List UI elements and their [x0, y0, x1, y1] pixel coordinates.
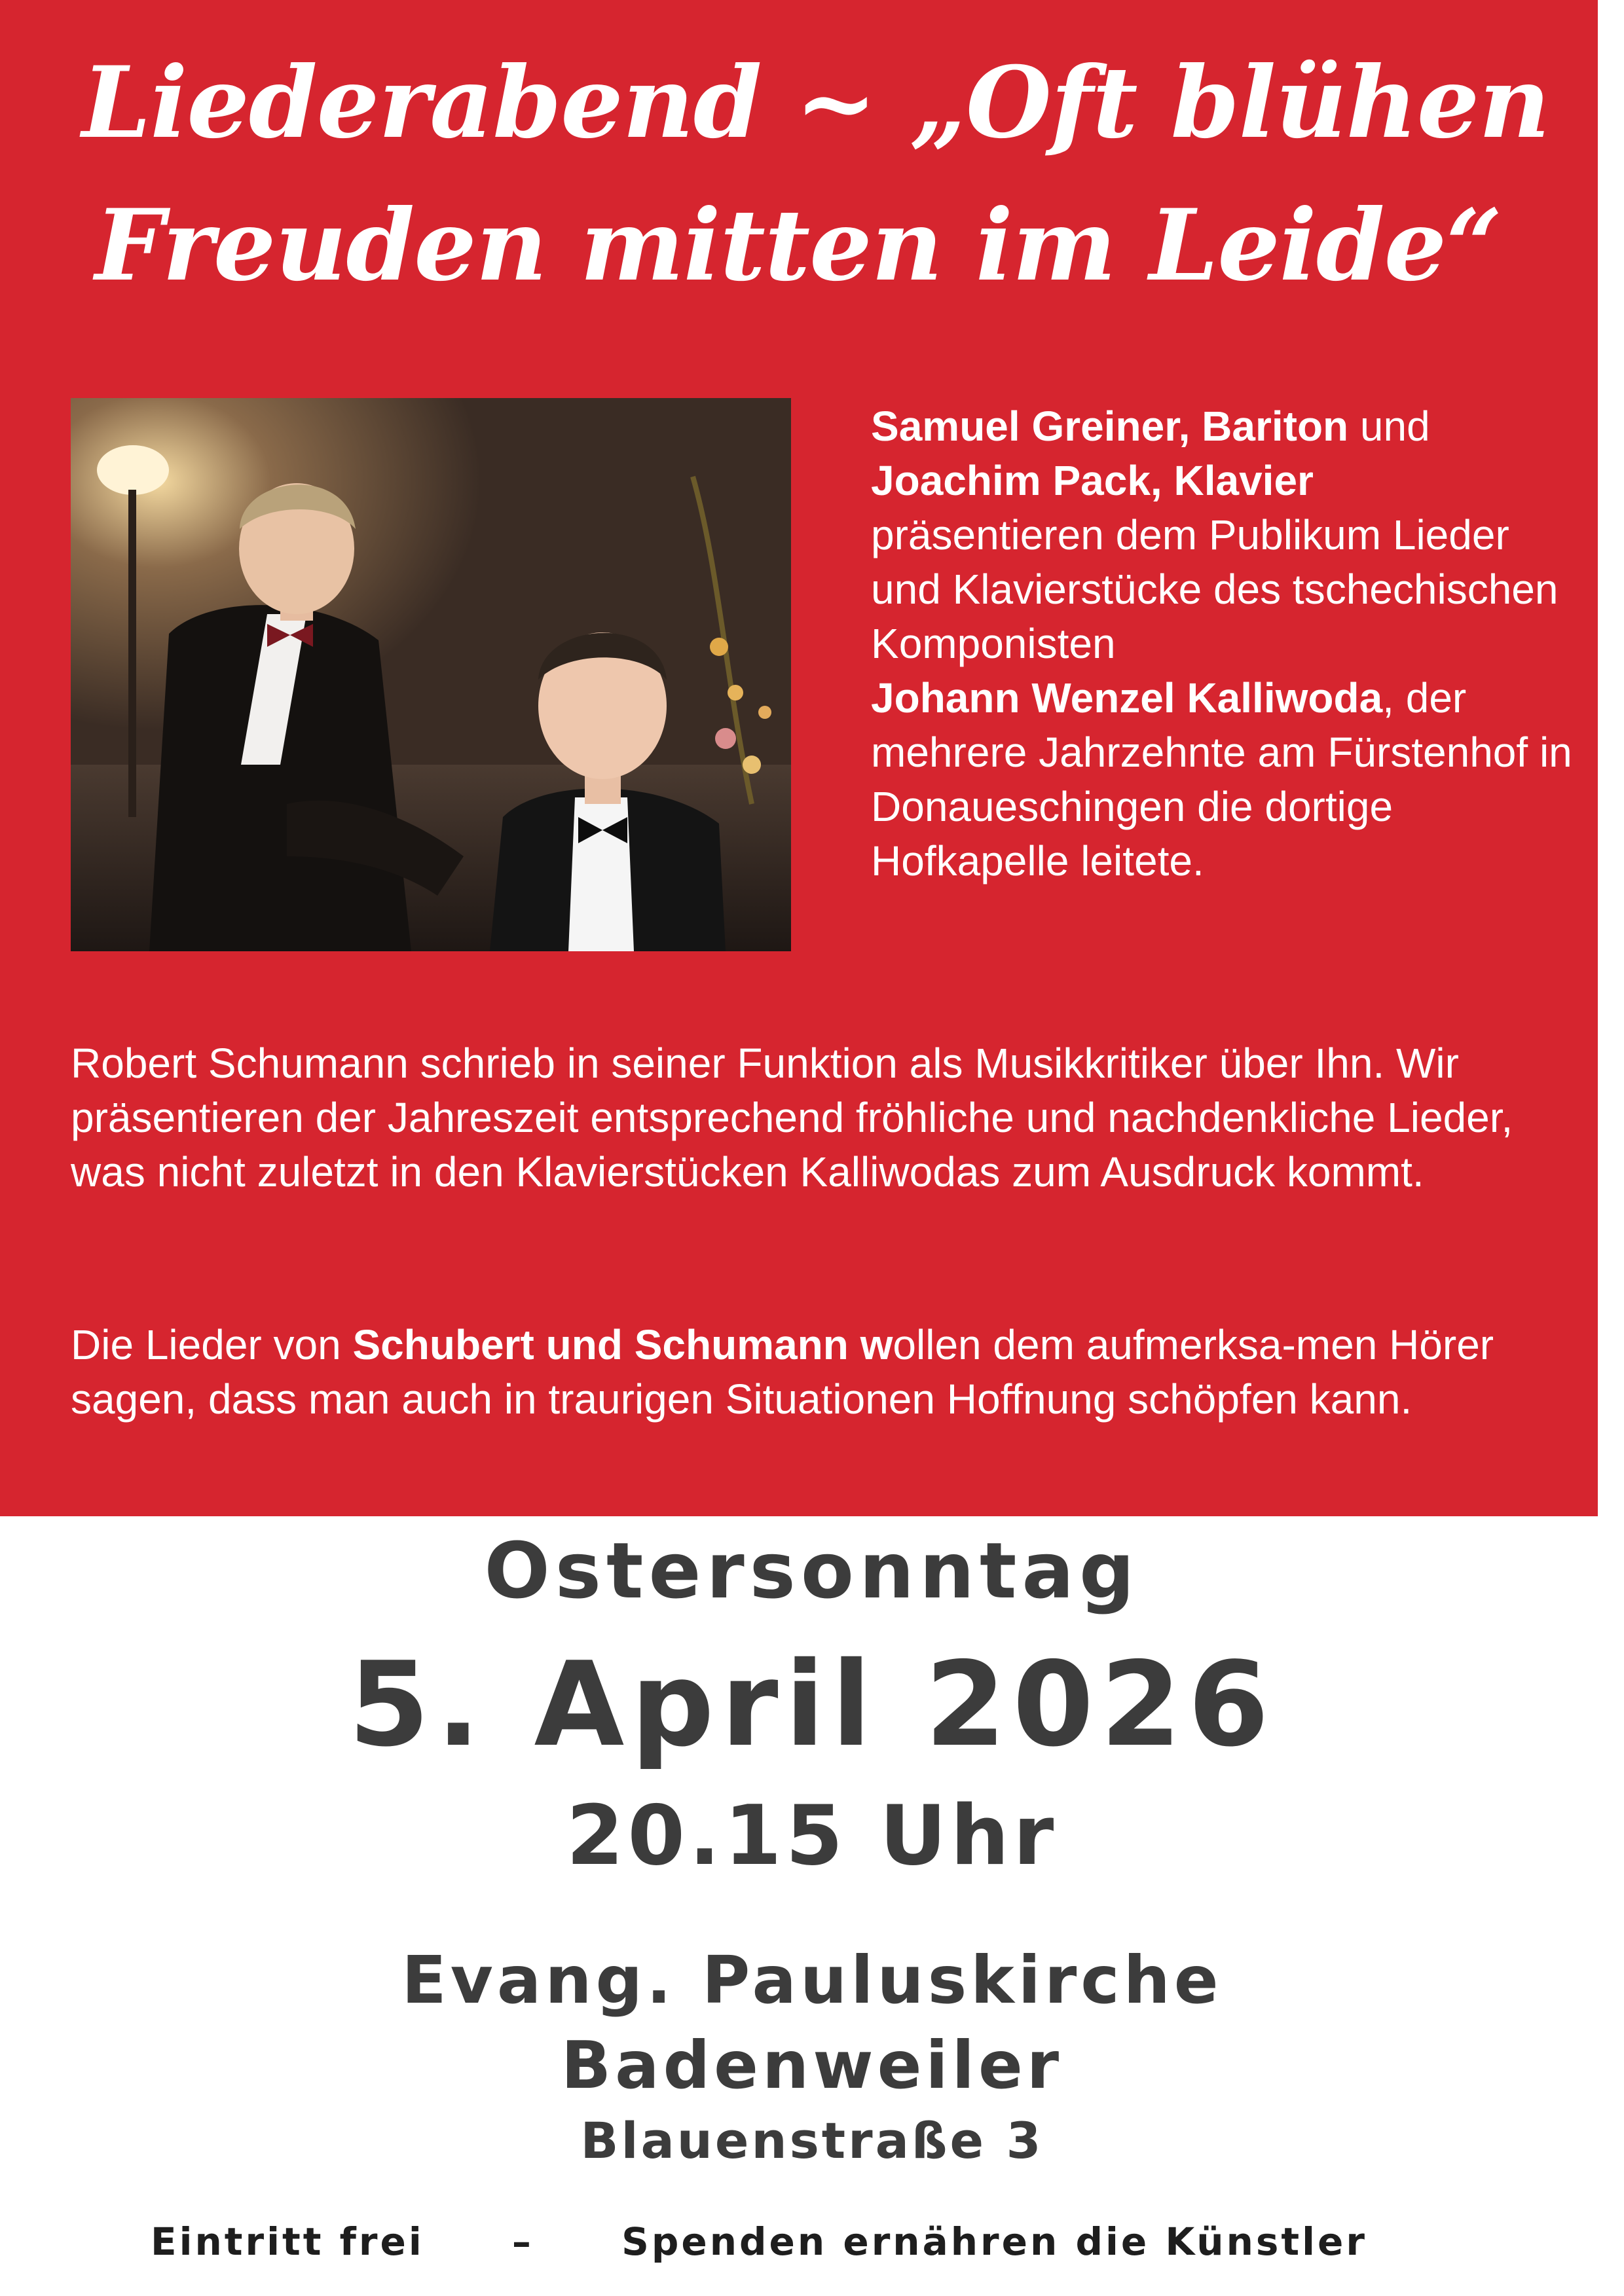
- footer-separator: –: [511, 2219, 534, 2264]
- venue-town: Badenweiler: [561, 2027, 1063, 2104]
- composer-description: , der mehrere Jahrzehnte am Fürstenhof in Donaueschingen die dortige Hofkapelle leitete.: [871, 674, 1572, 884]
- lieder-prefix: Die Lieder von: [71, 1321, 353, 1368]
- photo-illustration: [71, 398, 791, 951]
- performers-photo: [71, 398, 791, 951]
- event-time: 20.15 Uhr: [566, 1787, 1058, 1884]
- lieder-suffix: ollen dem aufmerksa-men Hörer sagen, dass man auch in traurigen Situationen Hoffnung schöpfen kann.: [71, 1321, 1494, 1423]
- lieder-composers: Schubert und Schumann w: [352, 1321, 893, 1368]
- venue-street: Blauenstraße 3: [580, 2111, 1044, 2170]
- poster-title: [82, 31, 1562, 317]
- footer-line: [151, 2219, 1526, 2264]
- admission-text: Eintritt frei: [151, 2219, 424, 2264]
- schumann-paragraph: Robert Schumann schrieb in seiner Funktion als Musikkritiker über Ihn. Wir präsentieren der Jahreszeit entsprechend fröhliche und nachdenkliche Lieder, was nicht zuletzt in den Klavierstücken Kalliwodas zum Ausdruck kommt.: [71, 1040, 1513, 1195]
- event-day: Ostersonntag: [484, 1525, 1140, 1616]
- title-line-1: Liederabend ~ „Oft blühen: [82, 45, 1550, 160]
- intro-connector: und: [1348, 403, 1430, 450]
- performer-baritone: Samuel Greiner, Bariton: [871, 403, 1349, 450]
- composer-name: Johann Wenzel Kalliwoda: [871, 674, 1383, 721]
- lieder-paragraph: [71, 1318, 1544, 1427]
- performer-piano: Joachim Pack, Klavier: [871, 457, 1314, 504]
- donation-text: Spenden ernähren die Künstler: [621, 2219, 1367, 2264]
- title-line-2: Freuden mitten im Leide“: [95, 188, 1502, 303]
- event-date: 5. April 2026: [348, 1637, 1276, 1772]
- intro-description: präsentieren dem Publikum Lieder und Klavierstücke des tschechischen Komponisten: [871, 511, 1559, 667]
- intro-text: [871, 399, 1578, 888]
- venue-name: Evang. Pauluskirche: [401, 1942, 1223, 2018]
- event-venue: [0, 1938, 1624, 2108]
